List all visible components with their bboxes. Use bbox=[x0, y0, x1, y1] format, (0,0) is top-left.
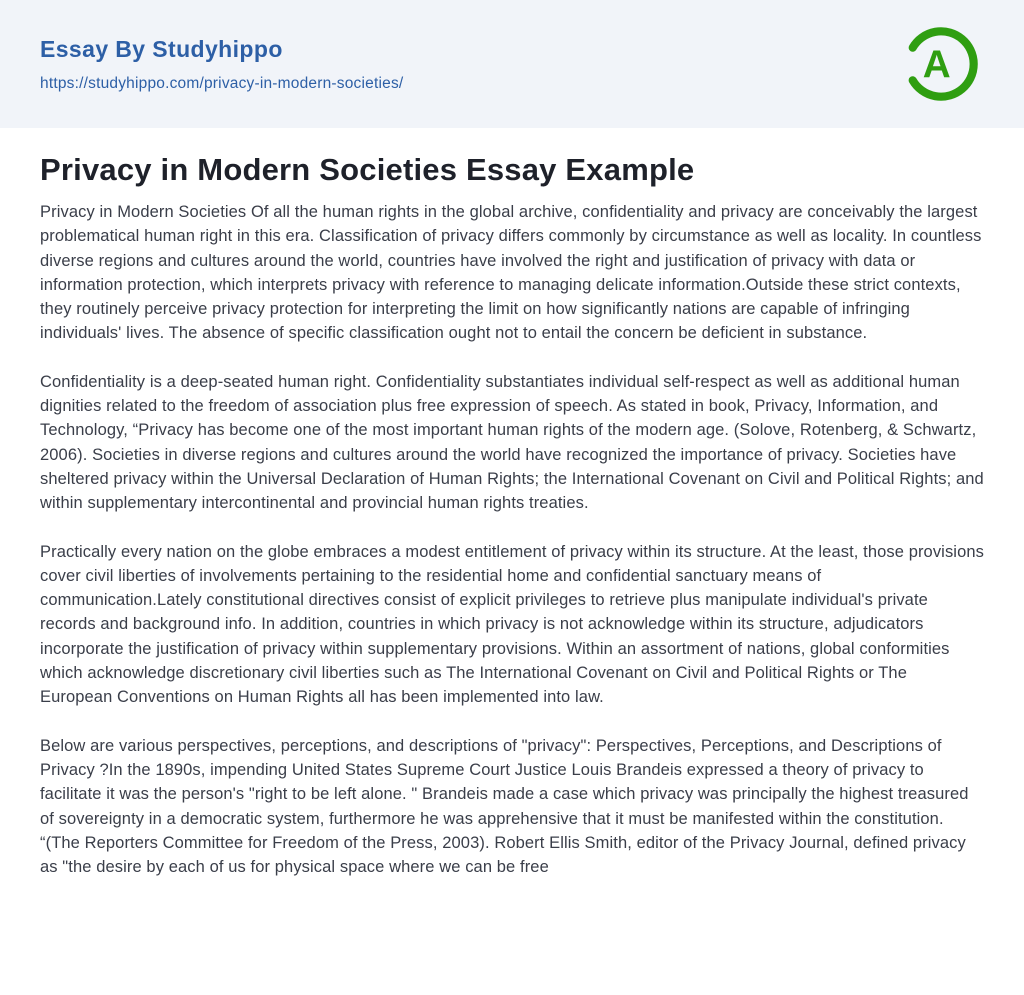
site-title: Essay By Studyhippo bbox=[40, 35, 283, 62]
essay-paragraph-2: Confidentiality is a deep-seated human right. Confidentiality substantiates individual self-respect as well as additional human dignities related to the freedom of association plus free expression of speech. As stated in book, Privacy, Information, and Technology, “Privacy has become one of the most important human rights of the modern age. (Solove, Rotenberg, & Schwartz, 2006). Societies in diverse regions and cultures around the world have recognized the importance of privacy. Societies have sheltered privacy within the Universal Declaration of Human Rights; the International Covenant on Civil and Political Rights; and within supplementary intercontinental and provincial human rights treaties. bbox=[40, 372, 984, 513]
essay-url-link[interactable]: https://studyhippo.com/privacy-in-modern-societies/ bbox=[40, 74, 404, 92]
logo-letter: A bbox=[922, 43, 951, 87]
essay-paragraph-3: Practically every nation on the globe embraces a modest entitlement of privacy within its structure. At the least, those provisions cover civil liberties of involvements pertaining to the residential home and confidential sanctuary means of communication.Lately constitutional directives consist of explicit privileges to retrieve plus manipulate individual's private records and background info. In addition, countries in which privacy is not acknowledge within its structure, adjudicators incorporate the justification of privacy within supplementary provisions. Within an assortment of nations, global conformities which acknowledge discretionary civil liberties such as The International Covenant on Civil and Political Rights or The European Conventions on Human Rights all has been implemented into law. bbox=[40, 542, 984, 707]
header-text-block bbox=[40, 36, 403, 93]
site-header bbox=[0, 0, 1024, 128]
essay-title: Privacy in Modern Societies Essay Example bbox=[40, 152, 695, 187]
studyhippo-logo-icon bbox=[898, 16, 984, 112]
essay-content bbox=[0, 128, 1024, 879]
essay-paragraph-1: Privacy in Modern Societies Of all the human rights in the global archive, confidentiality and privacy are conceivably the largest problematical human right in this era. Classification of privacy differs commonly by circumstance as well as locality. In countless diverse regions and cultures around the world, countries have involved the right and justification of privacy with data or information protection, which interprets privacy with reference to managing delicate information.Outside these strict contexts, they routinely perceive privacy protection for interpreting the limit on how significantly nations are capable of infringing individuals' lives. The absence of specific classification ought not to entail the concern be deficient in substance. bbox=[40, 203, 982, 343]
essay-paragraph-4: Below are various perspectives, perceptions, and descriptions of "privacy": Perspectives, Perceptions, and Descriptions of Privacy ?In the 1890s, impending United States Supreme Court Justice Louis Brandeis expressed a theory of privacy to facilitate it was the person's "right to be left alone. " Brandeis made a case which privacy was principally the highest treasured of sovereignty in a democratic system, furthermore he was apprehensive that it must be manifested within the constitution. “(The Reporters Committee for Freedom of the Press, 2003). Robert Ellis Smith, editor of the Privacy Journal, defined privacy as "the desire by each of us for physical space where we can be free bbox=[40, 736, 969, 877]
